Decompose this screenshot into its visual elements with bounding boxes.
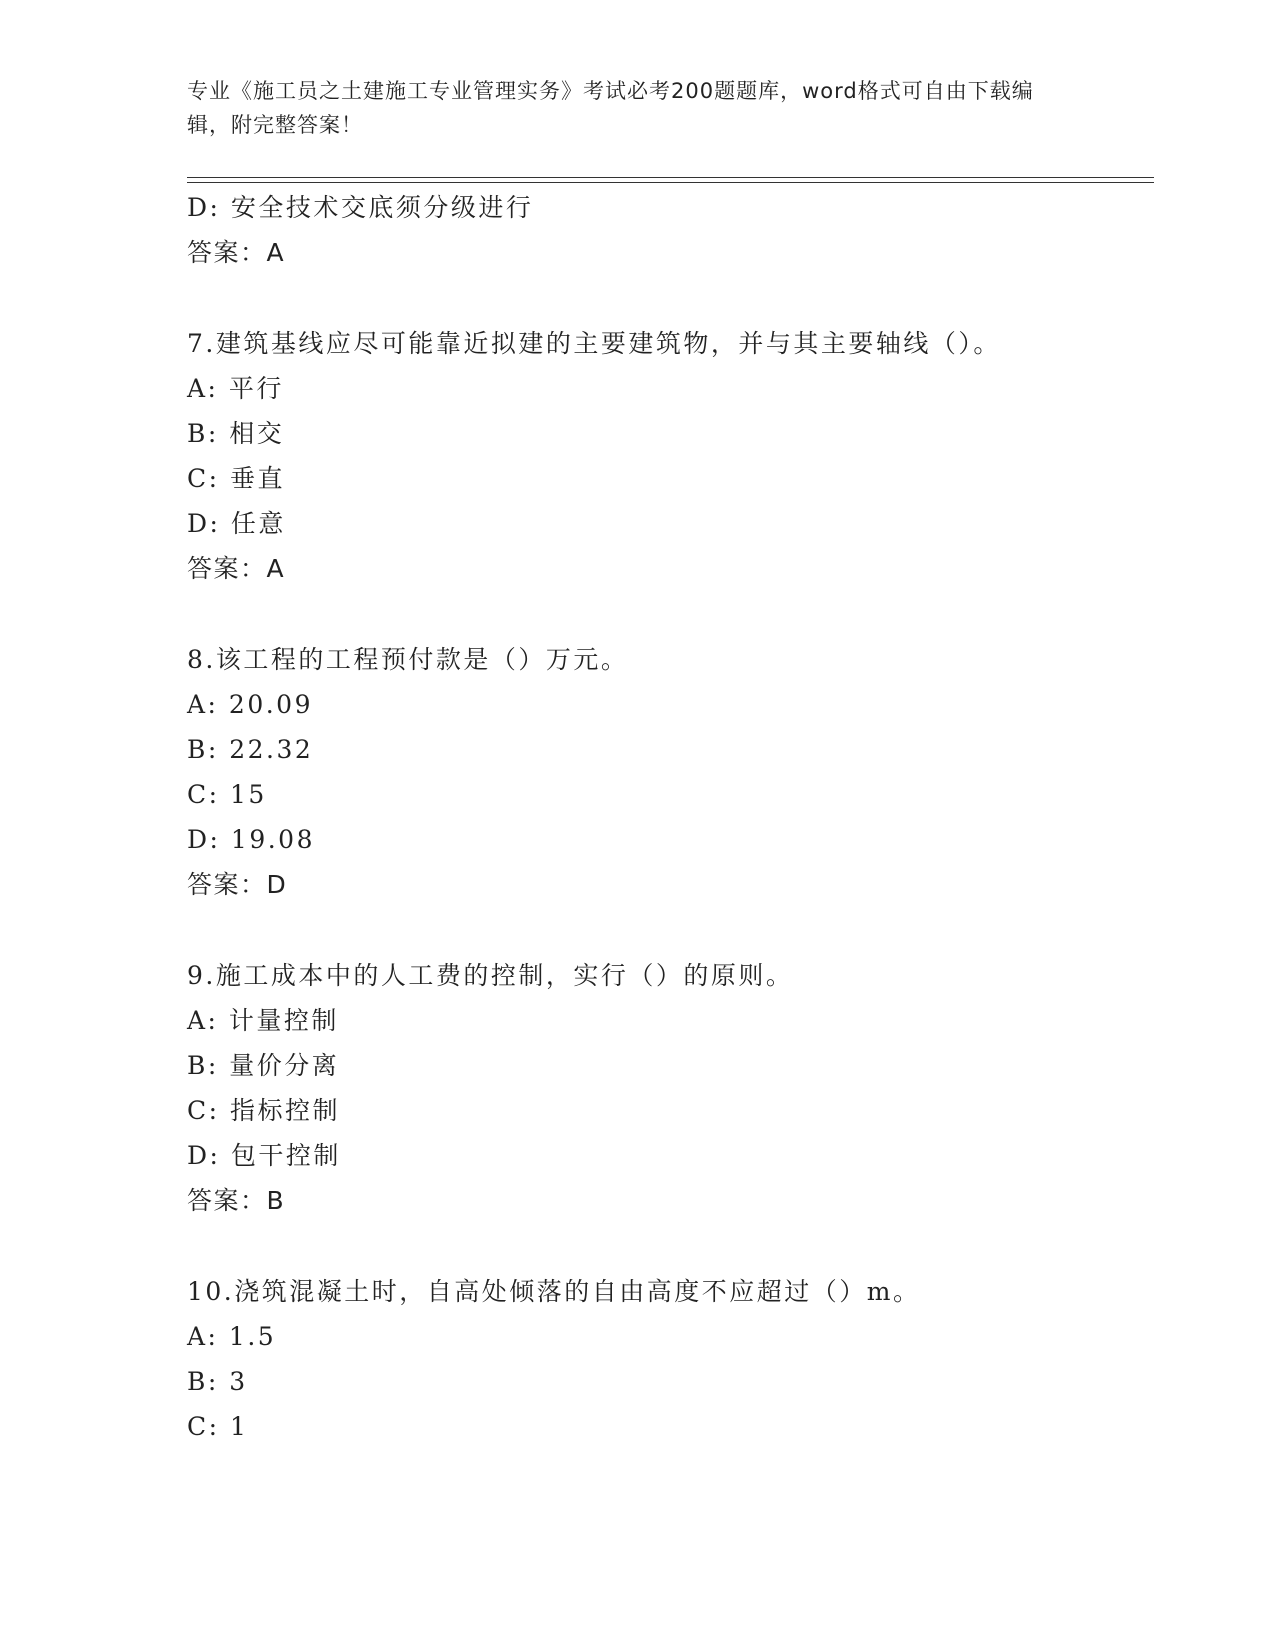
q10-option-a: A: 1.5	[187, 1322, 277, 1351]
q8-option-c: C: 15	[187, 780, 267, 809]
q7-answer: 答案：A	[187, 554, 286, 583]
q6-option-d: D: 安全技术交底须分级进行	[187, 193, 534, 222]
q10-option-b: B: 3	[187, 1367, 248, 1396]
q8-option-b: B: 22.32	[187, 735, 314, 764]
q10-question: 10.浇筑混凝土时，自高处倾落的自由高度不应超过（）m。	[187, 1277, 921, 1306]
q9-answer: 答案：B	[187, 1186, 286, 1215]
header-divider-top	[187, 177, 1154, 178]
q9-option-b: B: 量价分离	[187, 1051, 340, 1080]
q8-option-d: D: 19.08	[187, 825, 315, 854]
q8-question: 8.该工程的工程预付款是（）万元。	[187, 645, 629, 674]
q7-option-b: B: 相交	[187, 419, 285, 448]
q9-option-a: A: 计量控制	[187, 1006, 339, 1035]
q10-option-c: C: 1	[187, 1412, 249, 1441]
header-divider-bottom	[187, 182, 1154, 183]
q8-option-a: A: 20.09	[187, 690, 313, 719]
q6-answer: 答案：A	[187, 238, 286, 267]
q9-option-d: D: 包干控制	[187, 1141, 341, 1170]
q9-question: 9.施工成本中的人工费的控制，实行（）的原则。	[187, 961, 794, 990]
document-header: 专业《施工员之土建施工专业管理实务》考试必考200题题库，word格式可自由下载编辑，附完整答案！	[187, 79, 1034, 137]
q7-option-a: A: 平行	[187, 374, 284, 403]
q7-question: 7.建筑基线应尽可能靠近拟建的主要建筑物，并与其主要轴线（）。	[187, 329, 1001, 358]
q7-option-d: D: 任意	[187, 509, 286, 538]
q8-answer: 答案：D	[187, 870, 288, 899]
q7-option-c: C: 垂直	[187, 464, 285, 493]
q9-option-c: C: 指标控制	[187, 1096, 340, 1125]
